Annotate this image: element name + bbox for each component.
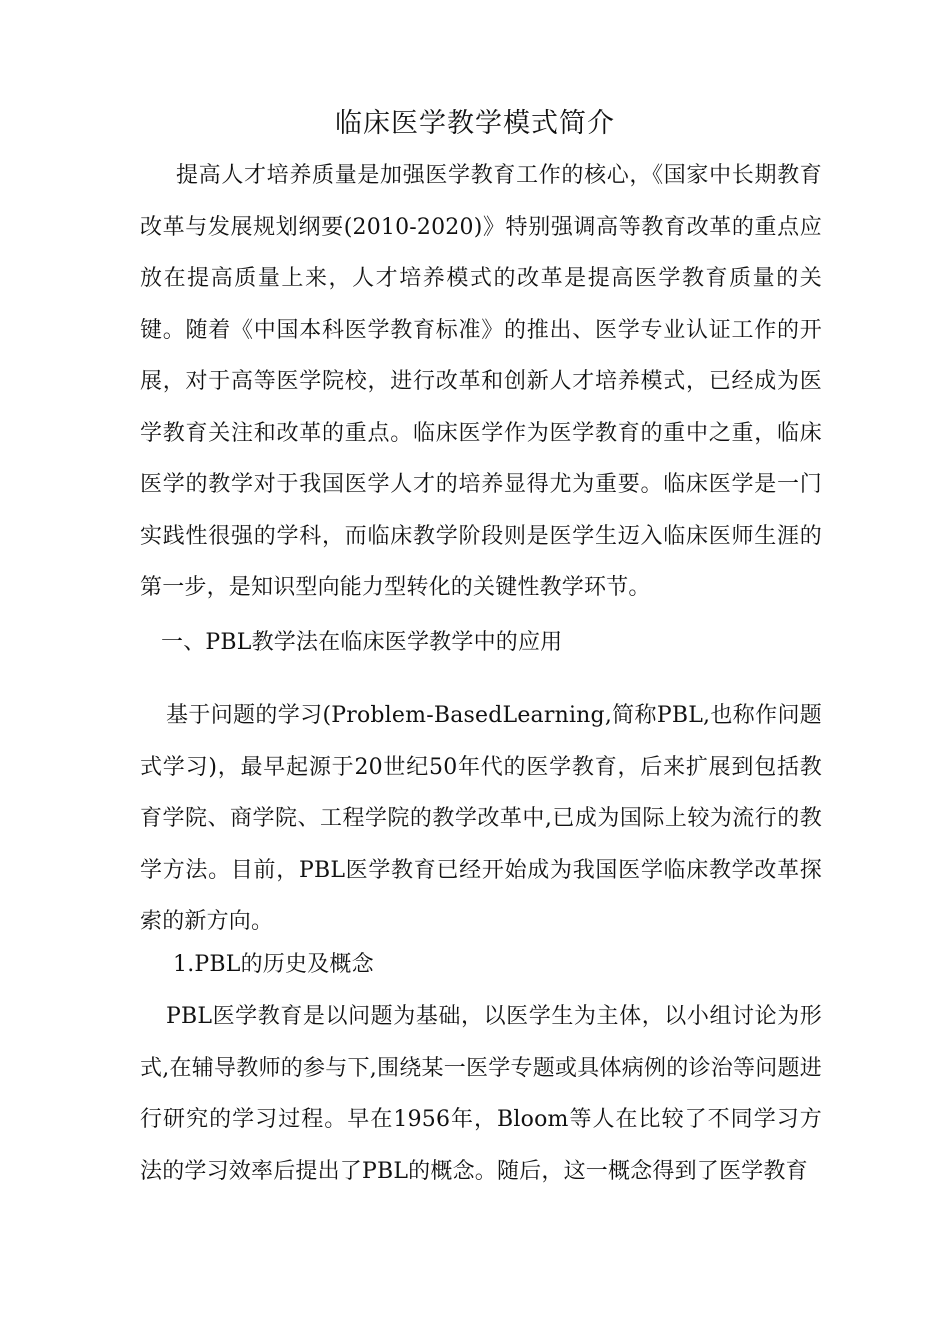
intro-paragraph: 提高人才培养质量是加强医学教育工作的核心，《国家中长期教育改革与发展规划纲要(2010-2020)》特别强调高等教育改革的重点应放在提高质量上来，人才培养模式的改革是提高医学教育质量的关键。随着《中国本科医学教育标准》的推出、医学专业认证工作的开展，对于高等医学院校，进行改革和创新人才培养模式，已经成为医学教育关注和改革的重点。临床医学作为医学教育的重中之重，临床医学的教学对于我国医学人才的培养显得尤为重要。临床医学是一门实践性很强的学科，而临床教学阶段则是医学生迈入临床医师生涯的第一步，是知识型向能力型转化的关键性教学环节。 xyxy=(140,163,822,600)
document-title: 临床医学教学模式简介 xyxy=(335,108,615,139)
section-heading: 一、PBL教学法在临床医学教学中的应用 xyxy=(161,630,563,655)
subsection-heading: 1.PBL的历史及概念 xyxy=(173,952,374,977)
pbl-intro-paragraph: 基于问题的学习(Problem-BasedLearning,简称PBL,也称作问题式学习)，最早起源于20世纪50年代的医学教育，后来扩展到包括教育学院、商学院、工程学院的教学改革中,已成为国际上较为流行的教学方法。目前，PBL医学教育已经开始成为我国医学临床教学改革探索的新方向。 xyxy=(140,703,822,934)
pbl-history-paragraph: PBL医学教育是以问题为基础，以医学生为主体，以小组讨论为形式,在辅导教师的参与下,围绕某一医学专题或具体病例的诊治等问题进行研究的学习过程。早在1956年，Bloom等人在比较了不同学习方法的学习效率后提出了PBL的概念。随后，这一概念得到了医学教育 xyxy=(140,1004,822,1184)
